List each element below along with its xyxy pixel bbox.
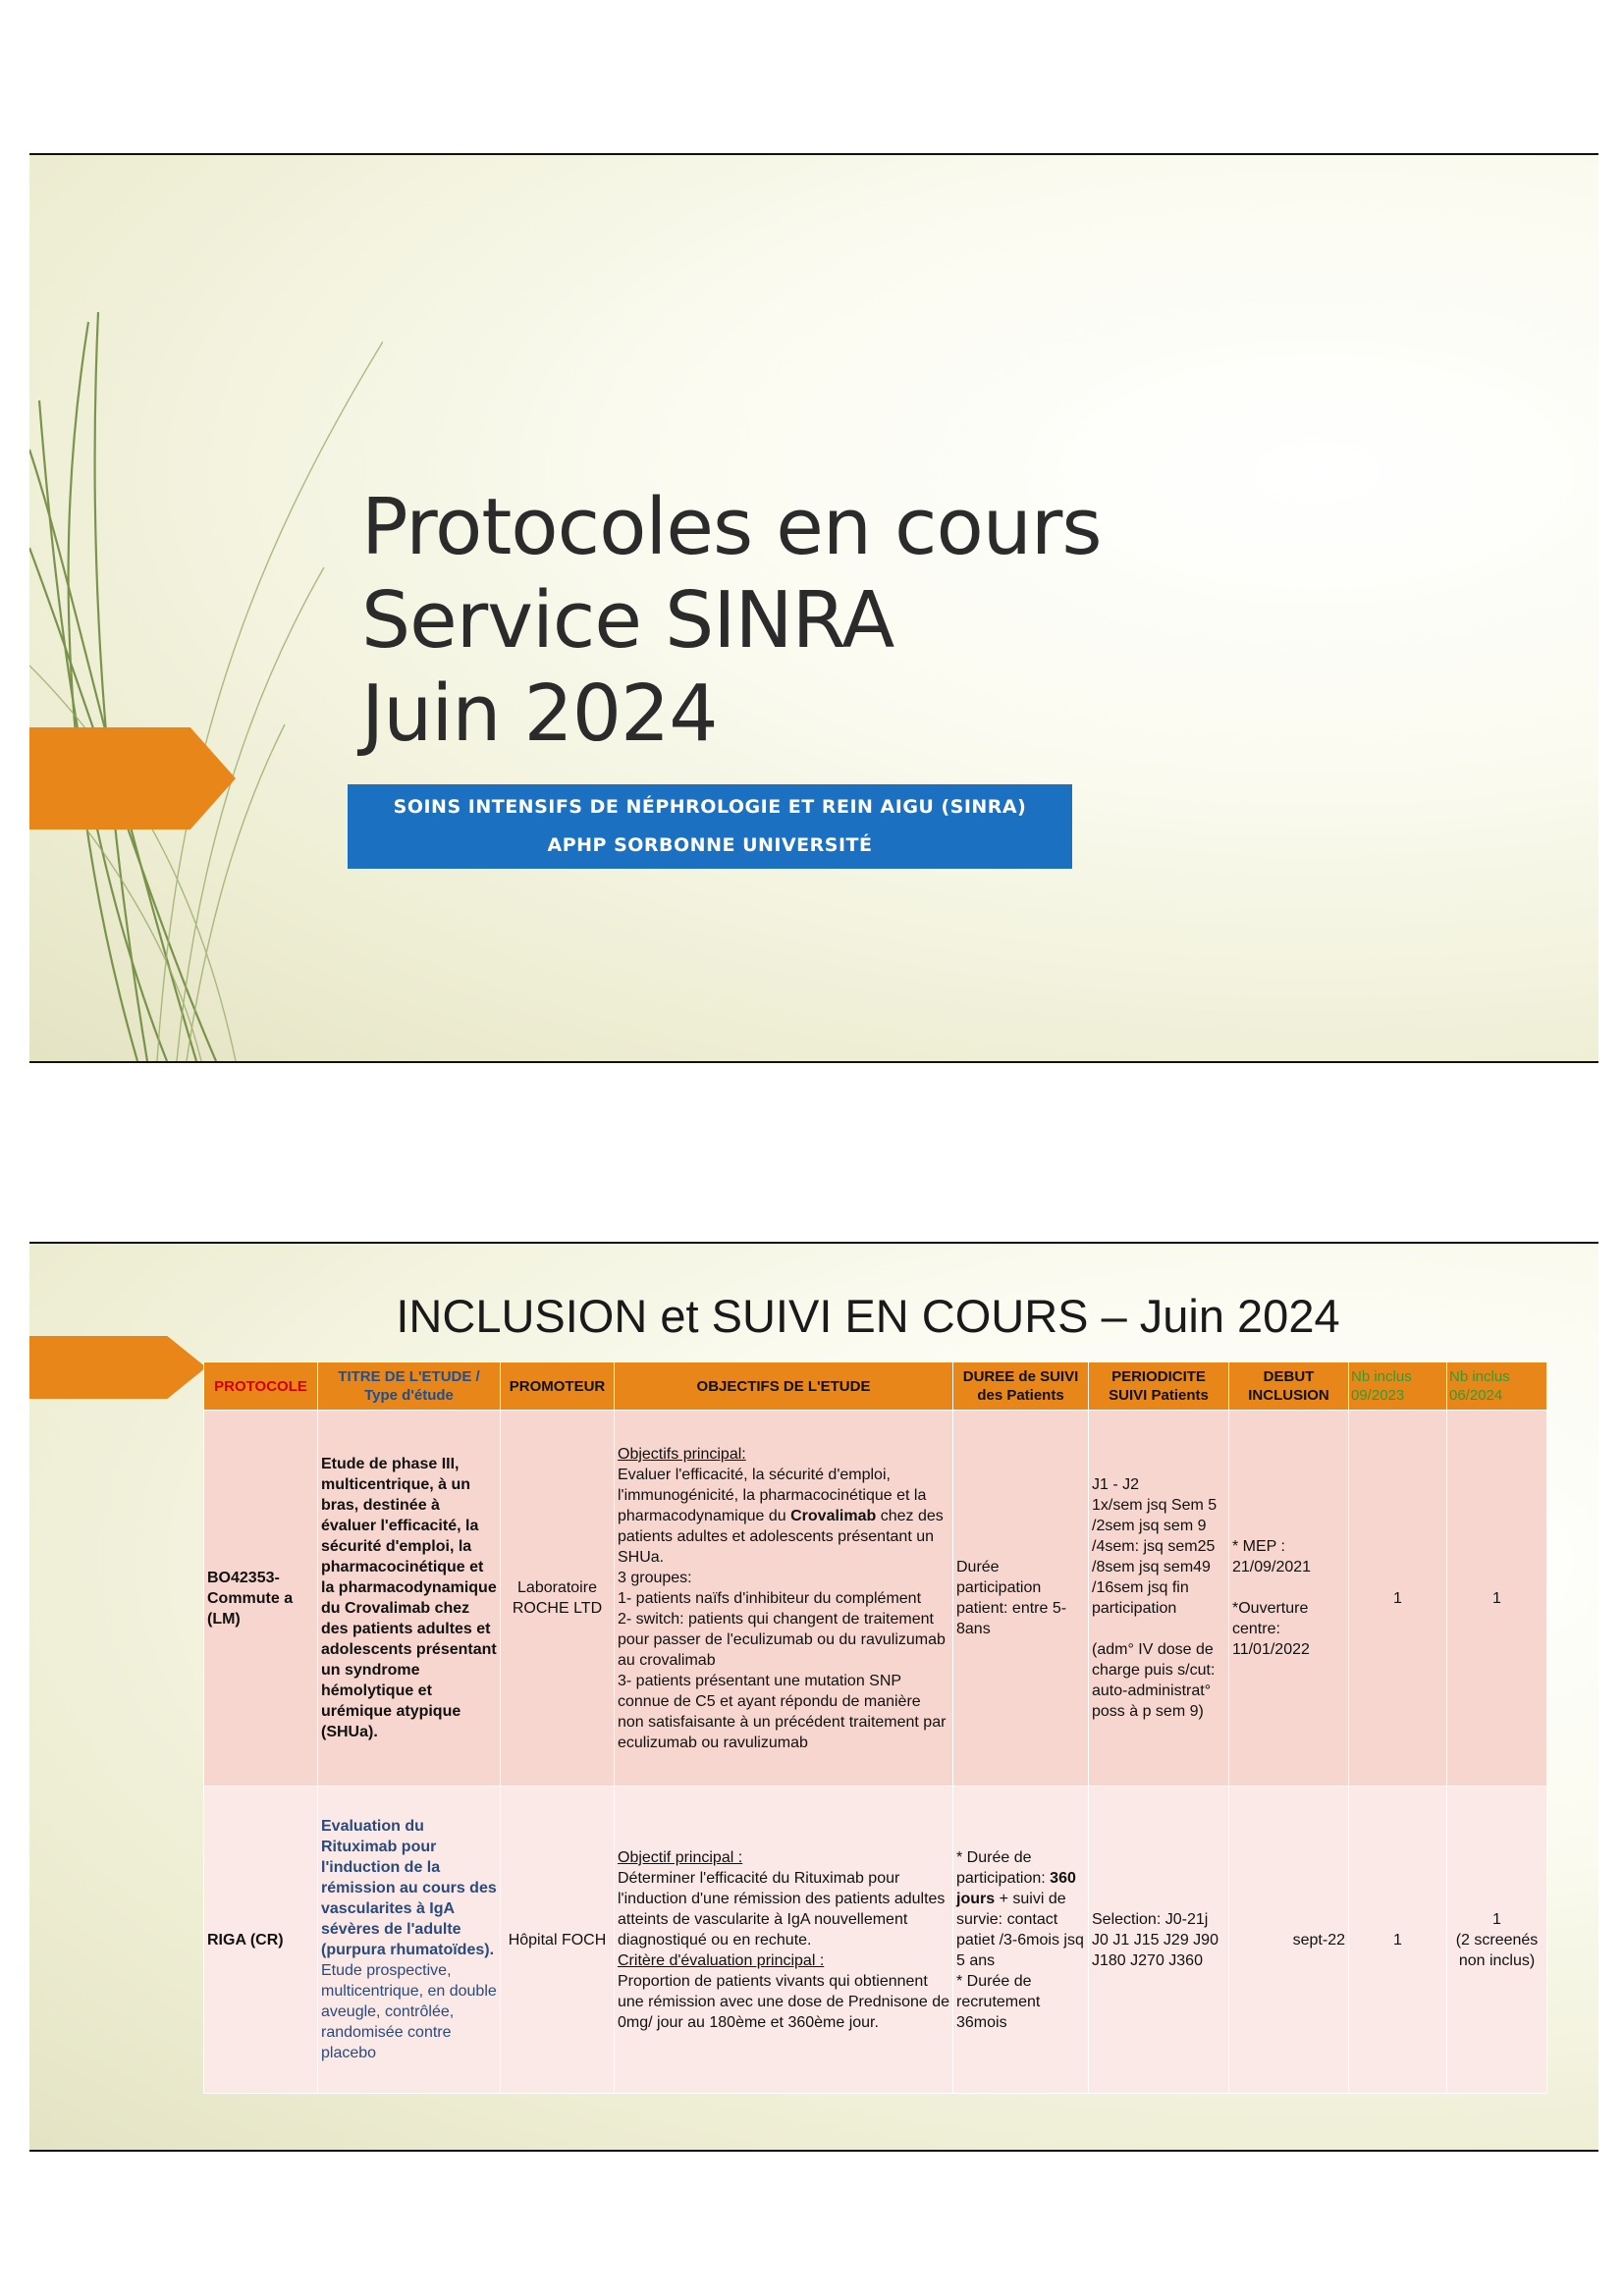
- objective-group-2: 2- switch: patients qui changent de traitement pour passer de l'eculizumab ou du ravulizumab au crovalimab: [618, 1610, 946, 1669]
- title-line-3: Juin 2024: [361, 668, 718, 759]
- objective-group-3: 3- patients présentant une mutation SNP connue de C5 et ayant répondu de manière non satisfaisante à un précédent traitement par eculizumab ou ravulizumab: [618, 1672, 947, 1751]
- header-nb-2023: Nb inclus 09/2023: [1349, 1362, 1447, 1411]
- periodicite-line-2: 1x/sem jsq Sem 5 /2sem jsq sem 9 /4sem: jsq sem25 /8sem jsq sem49 /16sem jsq fin participation: [1092, 1497, 1218, 1617]
- header-titre: TITRE DE L'ETUDE / Type d'étude: [318, 1362, 501, 1411]
- duree-text-3: * Durée de recrutement 36mois: [956, 1972, 1041, 2031]
- header-objectifs: OBJECTIFS DE L'ETUDE: [615, 1362, 953, 1411]
- objective-text-1: Evaluer l'efficacité, la sécurité d'emploi, l'immunogénicité, la pharmacocinétique et la pharmacodynamique du: [618, 1466, 927, 1524]
- header-periodicite: PERIODICITE SUIVI Patients: [1089, 1362, 1229, 1411]
- cell-debut: sept-22: [1229, 1787, 1349, 2094]
- cell-periodicite: [1089, 1411, 1229, 1787]
- banner-line-2: APHP SORBONNE UNIVERSITÉ: [547, 834, 873, 856]
- table-header-row: [204, 1362, 1547, 1411]
- service-banner: [348, 784, 1072, 869]
- objective-group-1: 1- patients naïfs d'inhibiteur du complément: [618, 1589, 922, 1607]
- cell-nb-2024: [1447, 1787, 1547, 2094]
- periodicite-line-1: J1 - J2: [1092, 1476, 1140, 1493]
- header-protocole: PROTOCOLE: [204, 1362, 318, 1411]
- cell-nb-2023: 1: [1349, 1411, 1447, 1787]
- table-row: [204, 1411, 1547, 1787]
- objective-drug: Crovalimab: [790, 1507, 877, 1524]
- cell-promoteur: Hôpital FOCH: [501, 1787, 615, 2094]
- criterion-text: Proportion de patients vivants qui obtiennent une rémission avec une dose de Prednisone de 0mg/ jour au 180ème et 360ème jour.: [618, 1972, 949, 2031]
- title-line-2: Service SINRA: [361, 575, 894, 666]
- objective-groups: 3 groupes:: [618, 1569, 692, 1586]
- objective-text: Déterminer l'efficacité du Rituximab pour l'induction d'une rémission des patients adultes atteints de vascularite à IgA nouvellement diagnostiqué ou en rechute.: [618, 1869, 946, 1949]
- objective-text-2: chez des patients adultes et adolescents présentant un SHUa.: [618, 1507, 944, 1566]
- duree-bold: 360 jours: [956, 1869, 1076, 1907]
- title-slide: [29, 153, 1598, 1063]
- cell-promoteur: Laboratoire ROCHE LTD: [501, 1411, 615, 1787]
- cell-titre: Etude de phase III, multicentrique, à un bras, destinée à évaluer l'efficacité, la sécurité d'emploi, la pharmacocinétique et la pharmacodynamique du Crovalimab chez des patients adultes et adolescents présentant un syndrome hémolytique et urémique atypique (SHUa).: [318, 1411, 501, 1787]
- slide-title: [361, 481, 1102, 761]
- cell-protocole: RIGA (CR): [204, 1787, 318, 2094]
- decorative-strands: [29, 155, 383, 1061]
- criterion-heading: Critère d'évaluation principal :: [618, 1951, 825, 1969]
- debut-line-1: * MEP : 21/09/2021: [1232, 1538, 1312, 1575]
- title-line-1: Protocoles en cours: [361, 482, 1102, 572]
- header-duree: DUREE de SUIVI des Patients: [953, 1362, 1089, 1411]
- nb-2024-value: 1: [1492, 1910, 1501, 1928]
- cell-periodicite: Selection: J0-21j J0 J1 J15 J29 J90 J180 J270 J360: [1089, 1787, 1229, 2094]
- orange-arrow-shape: [29, 1336, 206, 1399]
- periodicite-line-3: (adm° IV dose de charge puis s/cut: auto-administrat° poss à p sem 9): [1092, 1641, 1216, 1720]
- cell-duree: Durée participation patient: entre 5-8ans: [953, 1411, 1089, 1787]
- cell-titre: [318, 1787, 501, 2094]
- cell-duree: [953, 1787, 1089, 2094]
- nb-2024-note: (2 screenés non inclus): [1455, 1931, 1539, 1969]
- duree-text-2: + suivi de survie: contact patiet /3-6mois jsq 5 ans: [956, 1890, 1084, 1969]
- objective-heading: Objectifs principal:: [618, 1445, 746, 1463]
- objective-heading: Objectif principal :: [618, 1848, 743, 1866]
- duree-text-1: * Durée de participation:: [956, 1848, 1051, 1887]
- cell-objectifs: [615, 1411, 953, 1787]
- cell-objectifs: [615, 1787, 953, 2094]
- debut-line-2: *Ouverture centre: 11/01/2022: [1232, 1600, 1310, 1658]
- cell-nb-2023: 1: [1349, 1787, 1447, 2094]
- header-debut: DEBUT INCLUSION: [1229, 1362, 1349, 1411]
- inclusion-slide: [29, 1242, 1598, 2152]
- header-promoteur: PROMOTEUR: [501, 1362, 615, 1411]
- cell-protocole: BO42353- Commute a (LM): [204, 1411, 318, 1787]
- slide-title: INCLUSION et SUIVI EN COURS – Juin 2024: [396, 1290, 1340, 1342]
- protocol-table: [203, 1362, 1547, 2094]
- titre-bold: Evaluation du Rituximab pour l'induction de la rémission au cours des vascularites à IgA sévères de l'adulte (purpura rhumatoïdes).: [321, 1818, 497, 1958]
- header-nb-2024: Nb inclus 06/2024: [1447, 1362, 1547, 1411]
- titre-sub: Etude prospective, multicentrique, en double aveugle, contrôlée, randomisée contre placebo: [321, 1962, 497, 2061]
- banner-line-1: SOINS INTENSIFS DE NÉPHROLOGIE ET REIN AIGU (SINRA): [393, 796, 1027, 818]
- cell-debut: [1229, 1411, 1349, 1787]
- cell-nb-2024: 1: [1447, 1411, 1547, 1787]
- table-row: [204, 1787, 1547, 2094]
